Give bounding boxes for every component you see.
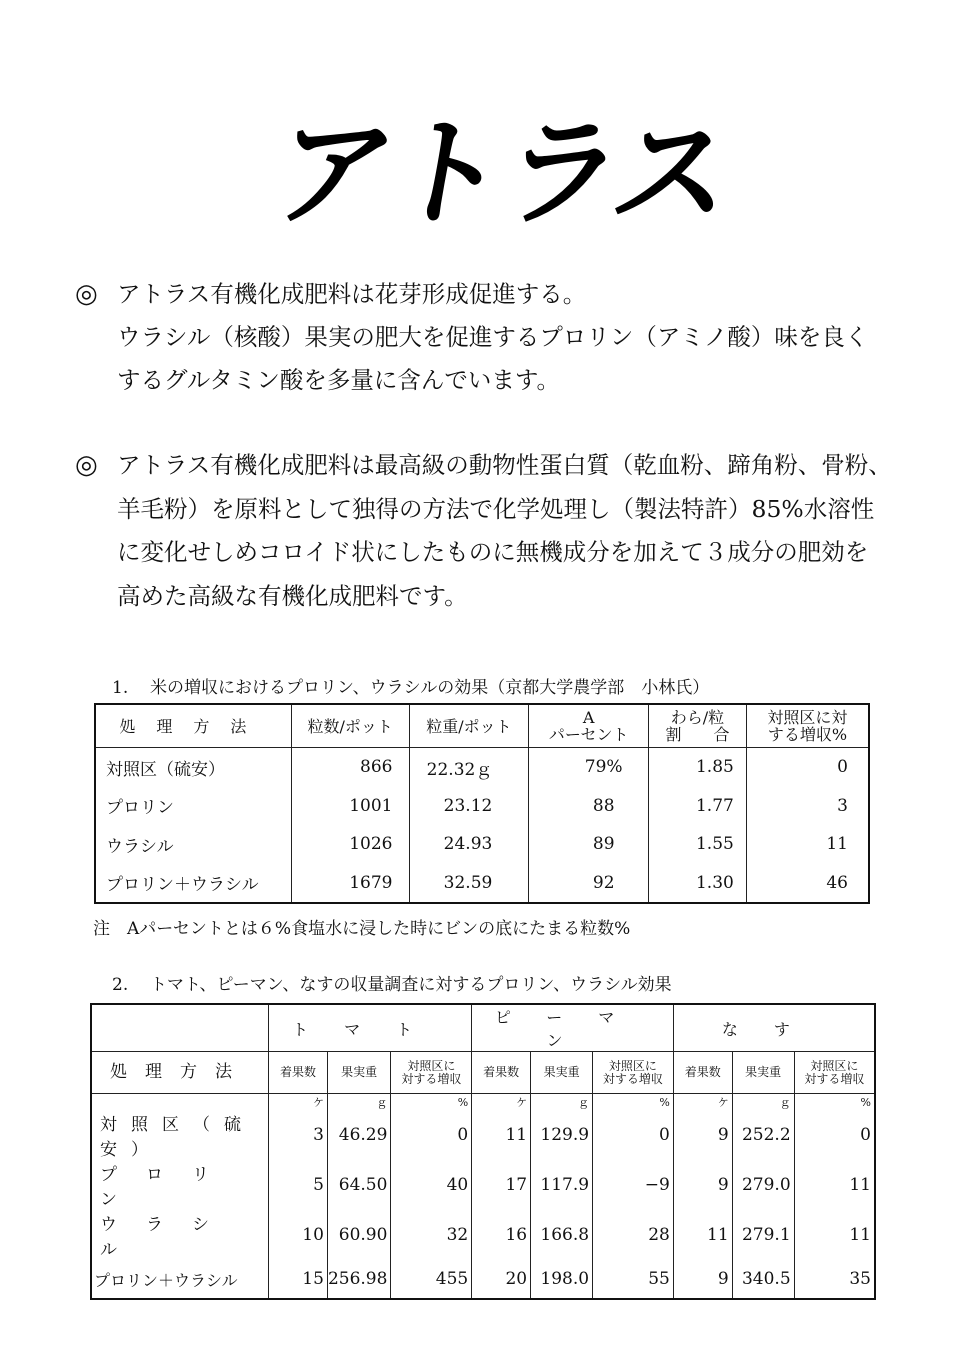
header-percent: パーセント — [548, 725, 629, 744]
header-fruit-count: 着果数 — [673, 1052, 732, 1094]
table-row — [95, 748, 869, 787]
header-method: 処理方法 — [91, 1052, 269, 1094]
cell: 9 — [673, 1110, 732, 1160]
paragraph-line: 羊毛粉）を原料として独得の方法で化学処理し（製法特許）85%水溶性 — [117, 494, 875, 523]
cell: 64.50 — [327, 1160, 390, 1210]
double-circle-bullet-icon: ◎ — [75, 450, 98, 480]
paragraph-line: ウラシル（核酸）果実の肥大を促進するプロリン（アミノ酸）味を良く — [117, 323, 869, 351]
paragraph-line: 高めた高級な有機化成肥料です。 — [117, 581, 468, 610]
table-row — [91, 1210, 875, 1260]
unit-weight: ｇ — [327, 1094, 390, 1111]
cell: 279.1 — [732, 1210, 794, 1260]
table2-caption-text: トマト、ピーマン、なすの収量調査に対するプロリン、ウラシル効果 — [150, 975, 672, 995]
row-apercent: 88 — [529, 787, 649, 826]
cell: 40 — [391, 1160, 472, 1210]
cell: 32 — [391, 1210, 472, 1260]
row-weight: 23.12 — [409, 787, 529, 826]
cell: 11 — [794, 1210, 875, 1260]
cell: 11 — [472, 1110, 531, 1160]
cell: 279.0 — [732, 1160, 794, 1210]
cell: 11 — [673, 1210, 732, 1260]
cell: 17 — [472, 1160, 531, 1210]
row-grains: 1001 — [291, 787, 409, 826]
cell: 117.9 — [531, 1160, 593, 1210]
header-increase-1: 対照区に — [407, 1058, 456, 1073]
cell: 166.8 — [531, 1210, 593, 1260]
row-ratio: 1.55 — [649, 825, 747, 864]
unit-percent: % — [391, 1094, 472, 1111]
cell: 46.29 — [327, 1110, 390, 1160]
table1-caption-text: 米の増収におけるプロリン、ウラシルの効果（京都大学農学部 小林氏） — [150, 678, 710, 698]
cell: 15 — [269, 1260, 328, 1299]
unit-percent: % — [794, 1094, 875, 1111]
unit-weight: ｇ — [732, 1094, 794, 1111]
paragraph-line: アトラス有機化成肥料は最高級の動物性蛋白質（乾血粉、蹄角粉、骨粉、 — [117, 451, 892, 479]
unit-count: ケ — [472, 1094, 531, 1111]
header-ratio-1: わら/粒 — [670, 708, 725, 727]
row-method: 対照区（硫安） — [91, 1110, 269, 1160]
row-increase: 46 — [746, 864, 869, 904]
row-ratio: 1.85 — [649, 748, 747, 787]
row-method: ウラシル — [95, 825, 291, 864]
group-header-row — [91, 1004, 875, 1052]
row-apercent: 89 — [529, 825, 649, 864]
cell: 455 — [391, 1260, 472, 1299]
rice-yield-table — [94, 703, 870, 904]
header-increase-1: 対照区に対 — [767, 708, 848, 727]
table-row — [91, 1110, 875, 1160]
cell: 20 — [472, 1260, 531, 1299]
row-weight: 24.93 — [409, 825, 529, 864]
unit-count: ケ — [269, 1094, 328, 1111]
units-row — [91, 1094, 875, 1111]
cell: 0 — [391, 1110, 472, 1160]
header-increase — [391, 1052, 472, 1094]
cell: 0 — [794, 1110, 875, 1160]
table-row — [91, 1160, 875, 1210]
vegetable-yield-table — [90, 1003, 876, 1300]
row-weight: 22.32ｇ — [409, 748, 529, 787]
cell: 256.98 — [327, 1260, 390, 1299]
row-weight: 32.59 — [409, 864, 529, 904]
header-increase-2: 対する増収 — [804, 1071, 865, 1086]
row-method: ウラシル — [91, 1210, 269, 1260]
row-increase: 11 — [746, 825, 869, 864]
row-method: プロリン — [91, 1160, 269, 1210]
row-method: プロリン＋ウラシル — [95, 864, 291, 904]
row-apercent: 92 — [529, 864, 649, 904]
row-apercent: 79% — [529, 748, 649, 787]
paragraph-line: アトラス有機化成肥料は花芽形成促進する。 — [117, 280, 587, 308]
cell: 252.2 — [732, 1110, 794, 1160]
header-fruit-count: 着果数 — [269, 1052, 328, 1094]
row-increase: 0 — [746, 748, 869, 787]
header-increase-2: 対する増収 — [602, 1071, 663, 1086]
units-blank — [91, 1094, 269, 1111]
paragraph-2 — [75, 444, 905, 618]
cell: 5 — [269, 1160, 328, 1210]
header-increase — [746, 704, 869, 748]
header-increase-2: 対する増収 — [401, 1071, 462, 1086]
header-grains: 粒数/ポット — [291, 704, 409, 748]
cell: 11 — [794, 1160, 875, 1210]
cell: 3 — [269, 1110, 328, 1160]
table1-note: 注 Aパーセントとは６%食塩水に浸した時にビンの底にたまる粒数% — [93, 919, 631, 939]
header-ratio-2: 割 合 — [665, 725, 730, 744]
paragraph-line: に変化せしめコロイド状にしたものに無機成分を加えて３成分の肥効を — [117, 538, 869, 566]
blank-corner — [91, 1004, 269, 1052]
sub-header-row — [91, 1052, 875, 1094]
table-row — [91, 1260, 875, 1299]
cell: 55 — [593, 1260, 674, 1299]
row-grains: 866 — [291, 748, 409, 787]
unit-percent: % — [593, 1094, 674, 1111]
table-header-row — [95, 704, 869, 748]
table2-caption — [112, 970, 672, 995]
header-fruit-weight: 果実重 — [327, 1052, 390, 1094]
row-grains: 1026 — [291, 825, 409, 864]
header-increase-2: する増収% — [767, 725, 848, 744]
table-row — [95, 787, 869, 826]
table2-number: 2. — [112, 975, 129, 995]
cell: 60.90 — [327, 1210, 390, 1260]
cell: 129.9 — [531, 1110, 593, 1160]
header-weight: 粒重/ポット — [409, 704, 529, 748]
unit-count: ケ — [673, 1094, 732, 1111]
paragraph-1 — [75, 273, 905, 402]
cell: 198.0 — [531, 1260, 593, 1299]
cell: 10 — [269, 1210, 328, 1260]
header-increase — [794, 1052, 875, 1094]
header-apercent — [529, 704, 649, 748]
cell: 28 — [593, 1210, 674, 1260]
header-fruit-count: 着果数 — [472, 1052, 531, 1094]
paragraph-line: するグルタミン酸を多量に含んでいます。 — [117, 366, 560, 394]
cell: −9 — [593, 1160, 674, 1210]
header-fruit-weight: 果実重 — [531, 1052, 593, 1094]
group-pepper: ピーマン — [472, 1004, 674, 1052]
cell: 340.5 — [732, 1260, 794, 1299]
table-row — [95, 864, 869, 904]
row-increase: 3 — [746, 787, 869, 826]
row-method: プロリン＋ウラシル — [91, 1260, 269, 1299]
header-method: 処理方法 — [95, 704, 291, 748]
header-fruit-weight: 果実重 — [732, 1052, 794, 1094]
table-row — [95, 825, 869, 864]
cell: 9 — [673, 1160, 732, 1210]
row-ratio: 1.77 — [649, 787, 747, 826]
row-ratio: 1.30 — [649, 864, 747, 904]
table1-caption — [112, 673, 709, 698]
row-method: 対照区（硫安） — [95, 748, 291, 787]
header-a: A — [582, 708, 595, 727]
group-eggplant: なす — [673, 1004, 875, 1052]
table1-number: 1. — [112, 678, 129, 698]
header-increase-1: 対照区に — [608, 1058, 657, 1073]
cell: 16 — [472, 1210, 531, 1260]
double-circle-bullet-icon: ◎ — [75, 279, 98, 309]
cell: 9 — [673, 1260, 732, 1299]
brand-title: アトラス — [263, 104, 740, 242]
header-ratio — [649, 704, 747, 748]
cell: 0 — [593, 1110, 674, 1160]
header-increase-1: 対照区に — [810, 1058, 859, 1073]
header-increase — [593, 1052, 674, 1094]
row-method: プロリン — [95, 787, 291, 826]
row-grains: 1679 — [291, 864, 409, 904]
group-tomato: トマト — [269, 1004, 472, 1052]
unit-weight: ｇ — [531, 1094, 593, 1111]
cell: 35 — [794, 1260, 875, 1299]
